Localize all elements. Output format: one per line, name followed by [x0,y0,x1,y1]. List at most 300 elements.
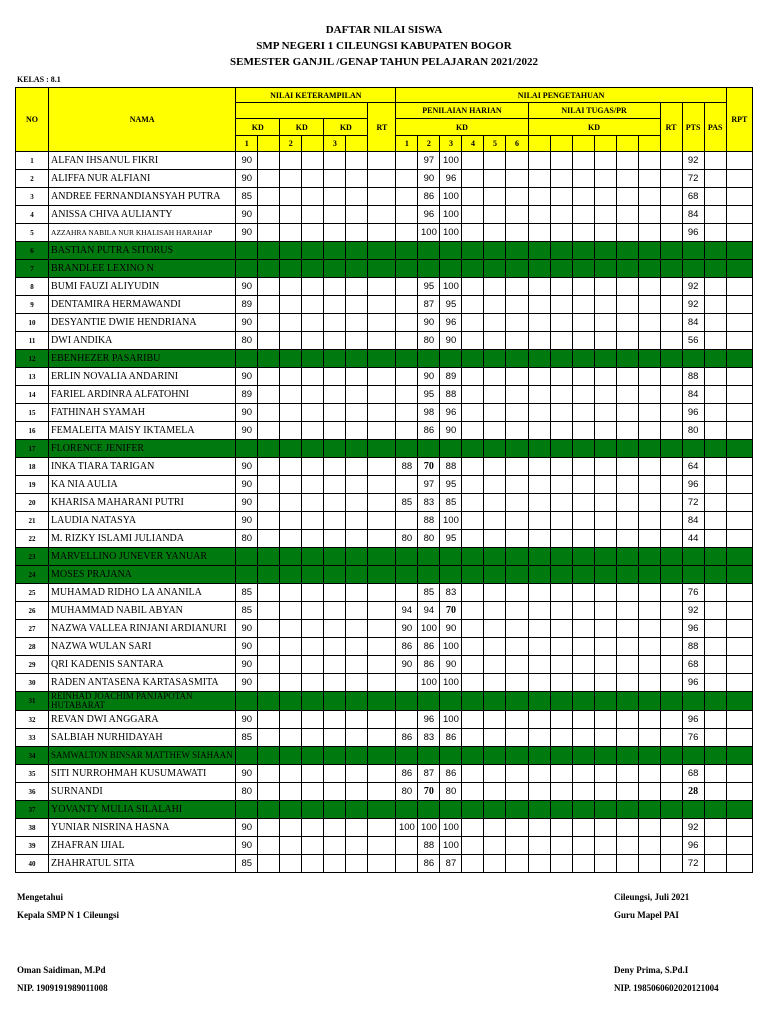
ph-score-3: 96 [440,170,462,188]
ph-score-3: 88 [440,386,462,404]
keterampilan-kd1: 90 [236,656,258,674]
keterampilan-kd1: 90 [236,404,258,422]
ph-score-1 [396,314,418,332]
ph-score-3: 90 [440,332,462,350]
pts-score: 84 [682,314,704,332]
row-number: 12 [16,350,49,368]
table-row [16,332,753,350]
table-row [16,837,753,855]
ph-score-2: 70 [418,783,440,801]
keterampilan-kd1 [236,440,258,458]
ph-score-3: 100 [440,152,462,170]
ph-score-2: 88 [418,512,440,530]
ph-score-2: 83 [418,494,440,512]
ph-score-1 [396,674,418,692]
ph-score-1 [396,404,418,422]
pts-score: 96 [682,711,704,729]
pts-score: 88 [682,638,704,656]
row-number: 15 [16,404,49,422]
row-number: 31 [16,692,49,711]
ph-score-1 [396,368,418,386]
ph-score-3: 70 [440,602,462,620]
table-row [16,206,753,224]
principal-nip: NIP. 1909191989011008 [17,983,108,993]
ph-score-1: 90 [396,656,418,674]
ph-score-2: 80 [418,530,440,548]
pts-score: 64 [682,458,704,476]
ph-score-1 [396,476,418,494]
student-name: BRANDLEE LEXINO N [49,260,236,278]
ph-score-1 [396,296,418,314]
ph-score-3: 86 [440,729,462,747]
table-row [16,729,753,747]
row-number: 20 [16,494,49,512]
ph-number: 3 [440,136,462,152]
keterampilan-kd1: 80 [236,783,258,801]
ph-score-2 [418,801,440,819]
ph-score-2 [418,548,440,566]
student-name: EBENHEZER PASARIBU [49,350,236,368]
ph-score-2: 95 [418,278,440,296]
row-number: 35 [16,765,49,783]
ph-score-2 [418,692,440,711]
table-row [16,152,753,170]
keterampilan-kd1 [236,692,258,711]
row-number: 24 [16,566,49,584]
ph-score-3: 100 [440,711,462,729]
ph-score-2: 100 [418,620,440,638]
ph-score-1 [396,206,418,224]
kd-number: 2 [280,136,302,152]
table-row [16,188,753,206]
student-name: INKA TIARA TARIGAN [49,458,236,476]
row-number: 17 [16,440,49,458]
ph-score-2: 90 [418,170,440,188]
ph-score-1 [396,278,418,296]
keterampilan-kd1: 90 [236,638,258,656]
pts-score: 96 [682,674,704,692]
ph-score-1 [396,350,418,368]
keterampilan-kd1 [236,260,258,278]
ph-score-1: 100 [396,819,418,837]
student-name: REVAN DWI ANGGARA [49,711,236,729]
pts-score: 80 [682,422,704,440]
pts-score [682,566,704,584]
pts-score [682,350,704,368]
ph-score-3: 83 [440,584,462,602]
student-name: DWI ANDIKA [49,332,236,350]
keterampilan-kd1: 90 [236,837,258,855]
row-number: 22 [16,530,49,548]
ph-score-1 [396,440,418,458]
ph-score-3: 90 [440,656,462,674]
table-row [16,368,753,386]
ph-score-1 [396,386,418,404]
header-kd: KD [280,119,324,136]
principal-name: Oman Saidiman, M.Pd [17,965,106,975]
ph-score-3: 100 [440,674,462,692]
pts-score: 84 [682,386,704,404]
student-name: NAZWA VALLEA RINJANI ARDIANURI [49,620,236,638]
ph-score-3 [440,566,462,584]
ph-score-1: 80 [396,783,418,801]
keterampilan-kd1: 90 [236,206,258,224]
ph-score-3: 90 [440,620,462,638]
ph-score-1 [396,512,418,530]
student-name: KA NIA AULIA [49,476,236,494]
ph-score-3: 95 [440,296,462,314]
table-row [16,350,753,368]
table-row [16,855,753,873]
table-row [16,242,753,260]
ph-score-2: 100 [418,674,440,692]
row-number: 26 [16,602,49,620]
ph-score-2: 98 [418,404,440,422]
keterampilan-kd1: 90 [236,512,258,530]
pts-score: 96 [682,404,704,422]
ph-score-2: 83 [418,729,440,747]
keterampilan-kd1: 90 [236,278,258,296]
ph-score-1 [396,801,418,819]
keterampilan-kd1: 85 [236,188,258,206]
keterampilan-kd1: 89 [236,296,258,314]
row-number: 33 [16,729,49,747]
header-rt-pengetahuan: RT [660,103,682,152]
ph-score-1 [396,152,418,170]
row-number: 23 [16,548,49,566]
row-number: 6 [16,242,49,260]
student-name: DESYANTIE DWIE HENDRIANA [49,314,236,332]
header-rpt: RPT [726,88,752,152]
ph-score-3 [440,350,462,368]
ph-score-3: 95 [440,530,462,548]
pts-score: 92 [682,602,704,620]
ph-score-2: 97 [418,152,440,170]
header-tugas: NILAI TUGAS/PR [528,103,660,119]
teacher-title: Guru Mapel PAI [614,910,679,920]
teacher-nip: NIP. 1985060602020121004 [614,983,719,993]
ph-score-1 [396,692,418,711]
row-number: 27 [16,620,49,638]
keterampilan-kd1: 85 [236,584,258,602]
student-name: FATHINAH SYAMAH [49,404,236,422]
row-number: 2 [16,170,49,188]
student-rows [16,152,753,873]
ph-score-3 [440,747,462,765]
keterampilan-kd1: 90 [236,620,258,638]
student-name: FLORENCE JENIFER [49,440,236,458]
student-name: SITI NURROHMAH KUSUMAWATI [49,765,236,783]
pts-score [682,242,704,260]
keterampilan-kd1 [236,548,258,566]
header-kd: KD [396,119,528,136]
row-number: 1 [16,152,49,170]
ph-score-2: 85 [418,584,440,602]
kd-number: 1 [236,136,258,152]
student-name: BASTIAN PUTRA SITORUS [49,242,236,260]
pts-score [682,747,704,765]
student-name: KHARISA MAHARANI PUTRI [49,494,236,512]
row-number: 8 [16,278,49,296]
keterampilan-kd1: 80 [236,530,258,548]
ph-score-3 [440,692,462,711]
keterampilan-kd1: 85 [236,729,258,747]
row-number: 3 [16,188,49,206]
row-number: 37 [16,801,49,819]
table-row [16,692,753,711]
student-name: DENTAMIRA HERMAWANDI [49,296,236,314]
keterampilan-kd1: 90 [236,765,258,783]
keterampilan-kd1: 89 [236,386,258,404]
student-name: M. RIZKY ISLAMI JULIANDA [49,530,236,548]
ph-score-3: 100 [440,819,462,837]
pts-score: 68 [682,765,704,783]
row-number: 13 [16,368,49,386]
student-name: ANDREE FERNANDIANSYAH PUTRA [49,188,236,206]
school-name: SMP NEGERI 1 CILEUNGSI KABUPATEN BOGOR [256,40,512,52]
student-name: FARIEL ARDINRA ALFATOHNI [49,386,236,404]
table-row [16,404,753,422]
pts-score [682,260,704,278]
pts-score: 76 [682,729,704,747]
class-label: KELAS : 8.1 [17,75,61,84]
header-penilaian-harian: PENILAIAN HARIAN [396,103,528,119]
row-number: 30 [16,674,49,692]
keterampilan-kd1: 85 [236,602,258,620]
row-number: 25 [16,584,49,602]
ph-number: 2 [418,136,440,152]
ph-score-2: 96 [418,711,440,729]
ph-score-1 [396,855,418,873]
keterampilan-kd1: 90 [236,458,258,476]
pts-score: 88 [682,368,704,386]
table-row [16,458,753,476]
student-name: YOVANTY MULIA SILALAHI [49,801,236,819]
pts-score: 72 [682,170,704,188]
ph-score-2: 100 [418,224,440,242]
ph-score-1 [396,584,418,602]
keterampilan-kd1 [236,350,258,368]
row-number: 16 [16,422,49,440]
table-row [16,476,753,494]
keterampilan-kd1: 85 [236,855,258,873]
ph-score-3: 90 [440,422,462,440]
pts-score: 84 [682,206,704,224]
table-row [16,711,753,729]
header-kd: KD [528,119,660,136]
header-pas: PAS [704,103,726,152]
header-pts: PTS [682,103,704,152]
student-name: YUNIAR NISRINA HASNA [49,819,236,837]
student-name: ZHAHRATUL SITA [49,855,236,873]
ph-score-3: 88 [440,458,462,476]
pts-score: 72 [682,494,704,512]
semester-title: SEMESTER GANJIL /GENAP TAHUN PELAJARAN 2021/2022 [230,56,538,68]
table-row [16,765,753,783]
student-name: ANISSA CHIVA AULIANTY [49,206,236,224]
table-row [16,638,753,656]
ph-score-1 [396,242,418,260]
row-number: 38 [16,819,49,837]
ph-score-2: 86 [418,638,440,656]
ph-score-1: 86 [396,638,418,656]
ph-score-1 [396,224,418,242]
ph-score-2: 80 [418,332,440,350]
header-keterampilan: NILAI KETERAMPILAN [236,88,396,103]
ph-score-3: 100 [440,188,462,206]
table-row [16,260,753,278]
ph-score-1 [396,170,418,188]
ph-score-2: 90 [418,314,440,332]
ph-score-2 [418,242,440,260]
table-row [16,584,753,602]
row-number: 7 [16,260,49,278]
row-number: 9 [16,296,49,314]
table-row [16,440,753,458]
teacher-name: Deny Prima, S.Pd.I [614,965,689,975]
student-name: FEMALEITA MAISY IKTAMELA [49,422,236,440]
table-row [16,747,753,765]
pts-score: 96 [682,837,704,855]
pts-score [682,801,704,819]
student-name: MARVELLINO JUNEVER YANUAR [49,548,236,566]
ph-score-3: 100 [440,206,462,224]
pts-score: 68 [682,656,704,674]
pts-score: 96 [682,224,704,242]
ph-score-2: 87 [418,765,440,783]
keterampilan-kd1: 90 [236,314,258,332]
ph-score-3: 87 [440,855,462,873]
student-name: ERLIN NOVALIA ANDARINI [49,368,236,386]
row-number: 19 [16,476,49,494]
ph-score-2 [418,350,440,368]
grades-table [15,87,753,873]
row-number: 21 [16,512,49,530]
student-name: SAMWALTON BINSAR MATTHEW SIAHAAN [49,747,236,765]
row-number: 40 [16,855,49,873]
ph-number: 4 [462,136,484,152]
keterampilan-kd1: 90 [236,476,258,494]
ph-score-2: 86 [418,855,440,873]
ph-score-2: 70 [418,458,440,476]
row-number: 14 [16,386,49,404]
header-kd: KD [236,119,280,136]
ph-score-2: 96 [418,206,440,224]
pts-score: 44 [682,530,704,548]
pts-score [682,692,704,711]
pts-score: 96 [682,476,704,494]
mengetahui-label: Mengetahui [17,892,63,902]
pts-score: 56 [682,332,704,350]
ph-score-1 [396,711,418,729]
keterampilan-kd1: 90 [236,711,258,729]
ph-score-3: 100 [440,638,462,656]
keterampilan-kd1: 90 [236,170,258,188]
header-pengetahuan: NILAI PENGETAHUAN [396,88,726,103]
ph-score-2: 90 [418,368,440,386]
student-name: ALIFFA NUR ALFIANI [49,170,236,188]
pts-score: 28 [682,783,704,801]
ph-score-3: 100 [440,224,462,242]
keterampilan-kd1: 90 [236,152,258,170]
ph-score-3 [440,260,462,278]
table-row [16,296,753,314]
table-row [16,674,753,692]
place-date: Cileungsi, Juli 2021 [614,892,690,902]
table-row [16,656,753,674]
table-row [16,314,753,332]
table-row [16,548,753,566]
row-number: 11 [16,332,49,350]
document-title: DAFTAR NILAI SISWA [325,24,443,36]
pts-score: 92 [682,296,704,314]
keterampilan-kd1: 90 [236,819,258,837]
ph-score-1 [396,566,418,584]
ph-score-2: 87 [418,296,440,314]
table-row [16,512,753,530]
header-no: NO [16,88,49,152]
ph-score-1 [396,837,418,855]
ph-score-2: 97 [418,476,440,494]
ph-score-3: 80 [440,783,462,801]
ph-score-2 [418,260,440,278]
student-name: MUHAMAD RIDHO LA ANANILA [49,584,236,602]
ph-score-2: 100 [418,819,440,837]
ph-score-3 [440,440,462,458]
ph-score-3: 96 [440,404,462,422]
ph-score-3: 86 [440,765,462,783]
principal-title: Kepala SMP N 1 Cileungsi [17,910,120,920]
pts-score: 76 [682,584,704,602]
row-number: 36 [16,783,49,801]
header-rt-keterampilan: RT [368,103,396,152]
student-name: ZHAFRAN IJIAL [49,837,236,855]
keterampilan-kd1: 90 [236,224,258,242]
ph-score-1: 90 [396,620,418,638]
ph-score-1: 86 [396,765,418,783]
student-name: BUMI FAUZI ALIYUDIN [49,278,236,296]
ph-score-1 [396,422,418,440]
ph-score-3: 95 [440,476,462,494]
ph-score-2: 94 [418,602,440,620]
ph-score-3: 96 [440,314,462,332]
row-number: 5 [16,224,49,242]
pts-score: 96 [682,620,704,638]
row-number: 34 [16,747,49,765]
pts-score: 92 [682,152,704,170]
student-name: MUHAMMAD NABIL ABYAN [49,602,236,620]
keterampilan-kd1: 90 [236,674,258,692]
ph-score-3: 85 [440,494,462,512]
keterampilan-kd1 [236,747,258,765]
keterampilan-kd1: 80 [236,332,258,350]
row-number: 28 [16,638,49,656]
ph-score-2 [418,440,440,458]
ph-score-2 [418,747,440,765]
ph-score-1: 88 [396,458,418,476]
ph-score-3 [440,801,462,819]
table-row [16,530,753,548]
table-row [16,170,753,188]
row-number: 4 [16,206,49,224]
table-row [16,819,753,837]
pts-score: 84 [682,512,704,530]
student-name: REINHAD JOACHIM PANJAPOTAN HUTABARAT [49,692,236,711]
table-row [16,386,753,404]
ph-score-1: 80 [396,530,418,548]
table-row [16,278,753,296]
table-row [16,602,753,620]
